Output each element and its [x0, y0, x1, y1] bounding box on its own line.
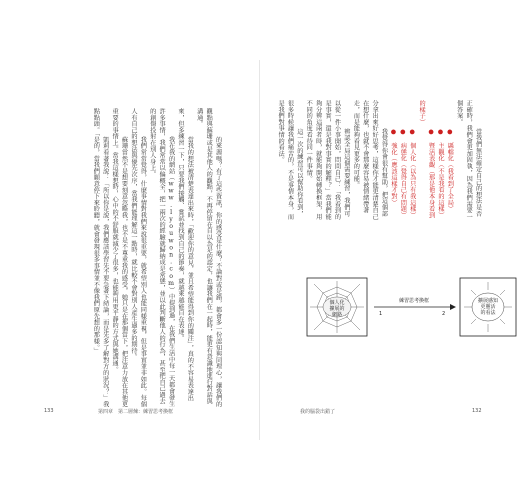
- bullet-item: ● 暨活表觀（那是他本身看到的樣子）: [418, 100, 435, 219]
- left-page-running-footer: 第四章 第二層煉：練習思考換框: [98, 409, 174, 415]
- right-box-label-line1: 擴展感知: [477, 298, 499, 304]
- left-paragraph: 我們常常覺得，什麼事情對我們來說很重要，就希望別人也能同樣重視，但是事實並非如此。每個人有自己的想法與優先次序，當我們能理解這一點時，就比較不會對別人產生過多的期待。: [129, 108, 147, 408]
- bullet-item: ● 強化（應該這樣才對）: [389, 128, 397, 206]
- left-paragraph: 凱莉看著我說：「所以你是說，我們應該學習先不要急著下結論，而是先多了解對方的狀況？」我點點頭。「是的，當我們願意停下來聆聽，就會發現很多事情並不像我們原先想的那樣。」: [92, 108, 109, 408]
- left-box-label-line2: 擴展的: [329, 306, 345, 312]
- right-page-body: [277, 100, 492, 220]
- left-page-number: 133: [44, 408, 54, 414]
- right-page: [260, 0, 520, 500]
- right-page-running-footer: 我的腦袋出錯了: [300, 409, 336, 415]
- bullet-item: ● 病態化（覺得自己有問題）: [399, 128, 407, 219]
- left-page-body: [42, 108, 232, 408]
- arrow-head-icon: [450, 304, 456, 310]
- right-paragraph: 我覺得你會很有幫助，把這個部分拿出來好好思考，這樣你才能更清楚自己在想什麼，也就不會那麼容易被情緒帶著走，而是能夠看見更多的可能。: [352, 100, 388, 220]
- right-box-label-line2: 更靈活: [480, 304, 496, 310]
- arrow-label: 練習思考換框: [398, 298, 430, 304]
- left-paragraph: 當我的想法被清楚表達出來時，「歡迎你的意見，並且希望能得到你的關注」，真的不容易表達出來，但多練習一下，只要我們接觸、嘗試並找到自己的節奏，就越來越能自在表達。: [176, 108, 194, 402]
- left-box-label-line1: 個人化: [329, 300, 345, 306]
- right-paragraph: 辨認全局這個需要練習，我們可以從一件小事開始，問問自己：「我看到的是事實，還是我對事實的解釋？」當我們能夠分辨這兩者時，就能夠開始轉換框架，用不同的角度看待同一件事情。: [305, 100, 350, 220]
- bullet-item: ● 縣轄化（我看到了全局）: [446, 128, 454, 212]
- bullet-item: ● 主觀化（不是我看的這樣）: [436, 128, 444, 219]
- left-paragraph: 我在我的網站（www.lyouwon.com）中提到過，在我們生活中每一天都會發生許多事情，我們常常以偏概全，把一兩次的經驗就歸納成是常態，並以此判斷他人的行為，甚至把自己過去的創傷投射在別人身上。: [148, 108, 175, 407]
- left-paragraph: 蘇珊當然不是想要刻意忽略我，也不是不尊重我的感受，她只是在那個當下，把注意力放在其他更重要的事情上。當我這樣想時，心中的不舒服就減少了很多，也能夠用更平靜的方式與她溝通。: [111, 108, 128, 408]
- right-box-label-line3: 的看法: [480, 310, 496, 316]
- bullet-item: ● 個人化（以為只有我這樣）: [408, 128, 416, 219]
- right-intro-paragraph: 當我們無法確定自己的想法是否正確時，我們會更加固執，因為我們需要一個答案。: [455, 100, 482, 220]
- right-paragraph: 這一次的練習可以幫助你看到，很多時候讓我們痛苦的，不是事情本身，而是我們對事情的看法。: [277, 100, 303, 220]
- left-paragraph: 的來源嗎？有了這些資訊，你的感受是什麼？不論對或是錯，都會多一份認知與同理心，讓我們的觀點與蘇珊或是其他人的觀點，不再停留在自以為是的認定，也讓我們在一起時，能更有意識地進行對話與溝通。: [195, 108, 222, 408]
- left-tag: 1: [379, 311, 383, 317]
- right-page-number: 132: [472, 408, 482, 414]
- left-box-label-line3: 網路: [331, 312, 343, 318]
- right-tag: 2: [442, 311, 446, 317]
- reframing-diagram: [302, 268, 520, 348]
